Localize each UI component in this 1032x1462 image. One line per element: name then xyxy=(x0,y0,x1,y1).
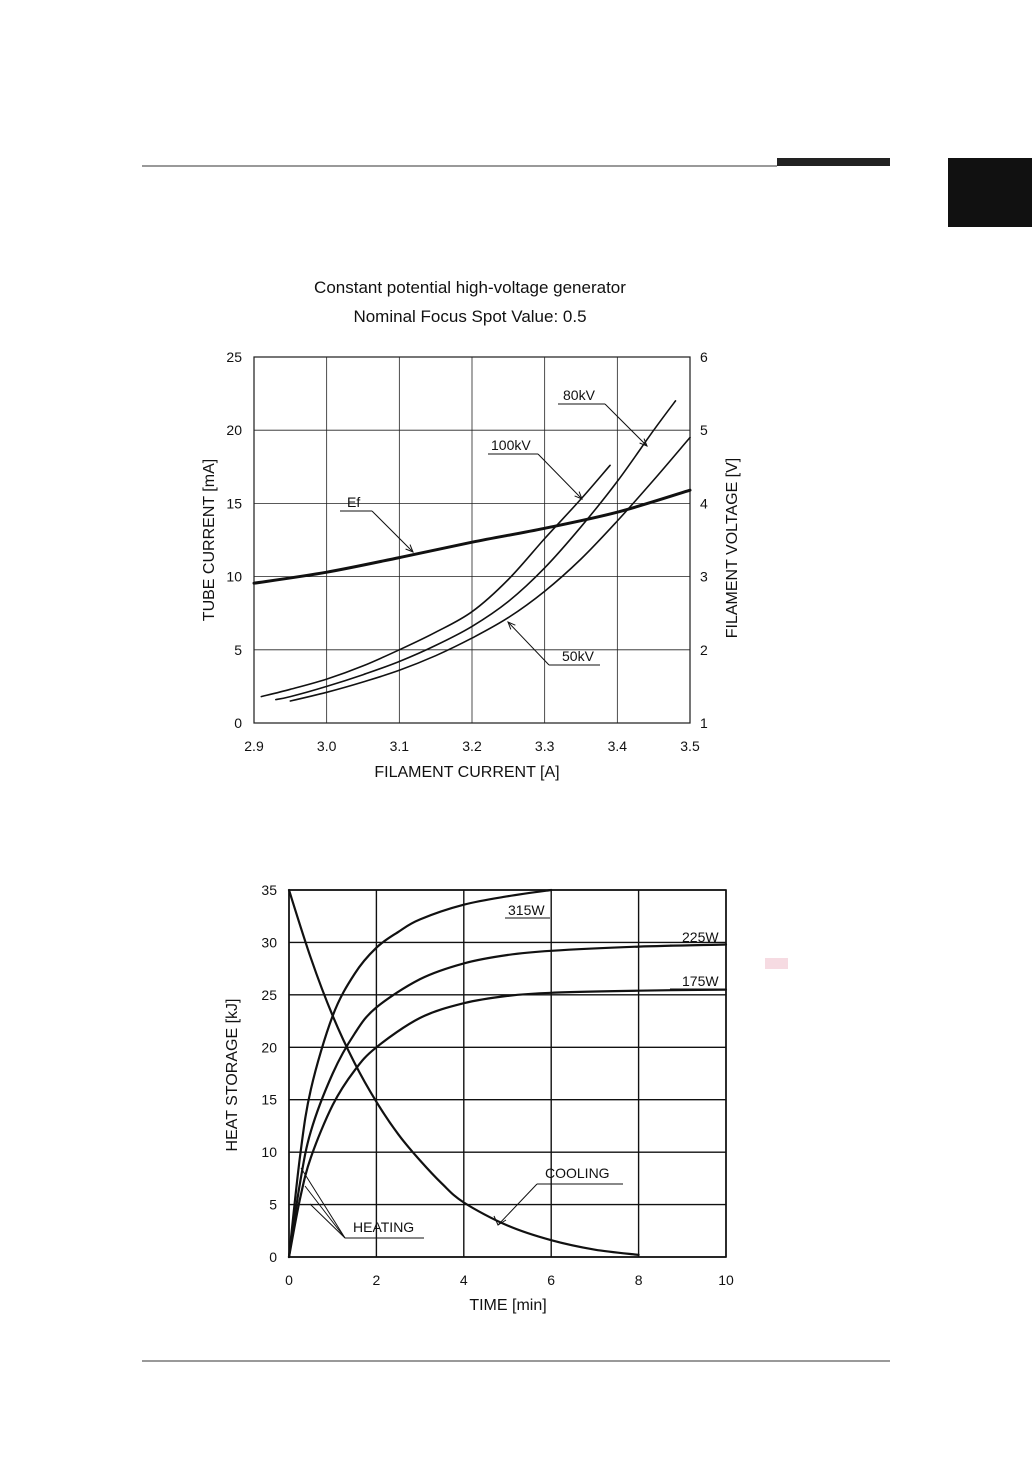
chart1-x-tick-label: 3.4 xyxy=(607,738,628,754)
chart1-y2-tick-label: 3 xyxy=(700,568,708,585)
chart1-series-80kv-line xyxy=(276,401,676,700)
chart1-x-tick-label: 3.2 xyxy=(462,738,482,754)
chart1-x-tick-label: 2.9 xyxy=(244,738,264,754)
chart2-label-225w: 225W xyxy=(682,929,719,945)
chapter-tab-marker xyxy=(948,158,1032,227)
chart1-title: Constant potential high-voltage generator xyxy=(314,278,626,297)
chart1-series-50kv-line xyxy=(290,438,690,702)
chart2-series xyxy=(289,890,726,1257)
filament-emission-chart xyxy=(201,278,741,781)
chart1-y2-tick-label: 2 xyxy=(700,641,708,658)
chart2-x-axis-label: TIME [min] xyxy=(469,1297,547,1314)
chart2-annotation-cooling: COOLING xyxy=(545,1165,610,1181)
chart1-x-tick-label: 3.5 xyxy=(680,738,700,754)
chart2-y-tick-label: 25 xyxy=(261,986,277,1003)
chart1-x-tick-label: 3.3 xyxy=(534,738,555,754)
chart2-y-tick-label: 0 xyxy=(269,1249,277,1265)
chart1-label-100kv: 100kV xyxy=(491,437,531,453)
chart1-series-labels xyxy=(340,387,647,665)
chart1-label-80kv: 80kV xyxy=(563,387,595,403)
chart1-y2-tick-label: 1 xyxy=(700,715,708,731)
chart2-y-tick-label: 35 xyxy=(261,882,277,898)
chart2-series-175w-line xyxy=(289,990,726,1257)
chart2-x-tick-label: 6 xyxy=(547,1272,556,1288)
chart1-y-axis-label: TUBE CURRENT [mA] xyxy=(201,458,218,622)
chart2-series-315w-line xyxy=(289,890,551,1257)
chart2-y-tick-label: 20 xyxy=(261,1039,277,1056)
scan-artifact-mark xyxy=(765,958,788,969)
chart1-y-tick-label: 10 xyxy=(226,568,242,585)
chart1-subtitle: Nominal Focus Spot Value: 0.5 xyxy=(353,307,587,326)
chart2-label-315w: 315W xyxy=(508,902,545,918)
chart2-heating-leader xyxy=(301,1168,345,1238)
chart1-tick-labels xyxy=(226,349,708,754)
chart1-y-tick-label: 0 xyxy=(234,715,242,731)
chart1-leader-line xyxy=(508,622,549,665)
chart1-y2-tick-label: 5 xyxy=(700,422,708,439)
chart2-annotation-heating: HEATING xyxy=(353,1219,415,1235)
chart1-label-ef: Ef xyxy=(347,494,361,510)
chart2-y-tick-label: 5 xyxy=(269,1196,277,1213)
chart1-x-axis-label: FILAMENT CURRENT [A] xyxy=(374,764,560,781)
chart2-heating-leader xyxy=(305,1186,345,1238)
chart2-x-tick-label: 2 xyxy=(372,1272,381,1288)
chart1-leader-line xyxy=(372,511,413,552)
header-bar xyxy=(777,158,890,166)
chart2-series-labels xyxy=(301,902,726,1238)
chart1-y-tick-label: 5 xyxy=(234,641,242,658)
chart1-y-tick-label: 20 xyxy=(226,422,242,439)
chart2-label-175w: 175W xyxy=(682,973,719,989)
chart1-x-tick-label: 3.1 xyxy=(389,738,410,754)
chart1-y2-tick-label: 6 xyxy=(700,349,708,365)
chart1-y-tick-label: 15 xyxy=(226,495,242,512)
chart2-y-tick-label: 30 xyxy=(261,934,277,951)
chart1-label-50kv: 50kV xyxy=(562,648,594,664)
chart2-x-tick-label: 0 xyxy=(285,1272,293,1288)
chart2-x-tick-label: 10 xyxy=(718,1272,734,1288)
chart2-x-tick-label: 4 xyxy=(459,1272,468,1288)
chart2-x-tick-label: 8 xyxy=(634,1272,643,1288)
chart1-grid xyxy=(254,357,690,723)
chart1-x-tick-label: 3.0 xyxy=(316,738,337,754)
chart2-y-tick-label: 15 xyxy=(261,1091,277,1108)
chart1-y2-axis-label: FILAMENT VOLTAGE [V] xyxy=(724,457,741,639)
chart1-leader-line xyxy=(605,404,647,446)
chart2-heating-leader xyxy=(310,1204,345,1238)
chart1-y-tick-label: 25 xyxy=(226,349,242,365)
chart2-y-tick-label: 10 xyxy=(261,1144,277,1161)
heat-storage-chart xyxy=(224,882,734,1314)
chart1-y2-tick-label: 4 xyxy=(700,495,708,512)
chart2-y-axis-label: HEAT STORAGE [kJ] xyxy=(224,998,241,1152)
